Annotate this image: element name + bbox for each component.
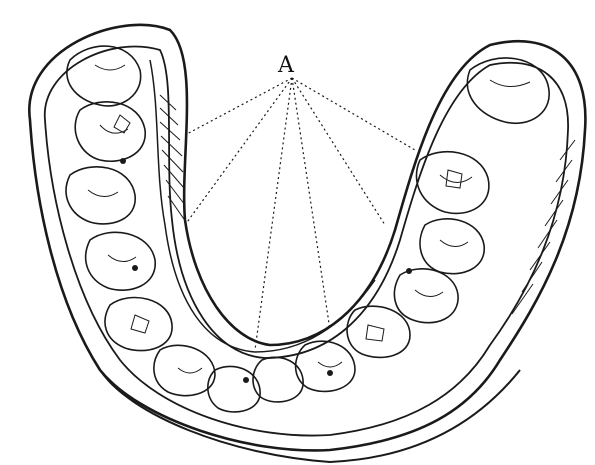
tooth <box>66 167 135 224</box>
label-a: A <box>278 53 294 78</box>
tooth <box>67 46 141 106</box>
tooth <box>154 345 215 395</box>
teeth-left <box>66 46 260 412</box>
leader-line <box>255 78 292 350</box>
leader-lines <box>185 78 415 350</box>
outer-rim <box>29 25 585 451</box>
leader-line <box>292 78 330 330</box>
leader-line <box>292 78 415 150</box>
left-wall-hatching <box>160 95 186 222</box>
leader-line <box>185 78 292 225</box>
teeth-right <box>253 58 549 402</box>
leader-line <box>185 78 292 135</box>
tooth <box>347 306 410 357</box>
tooth <box>416 152 488 214</box>
foramen-dots <box>120 158 412 383</box>
tooth <box>467 58 549 123</box>
tooth <box>75 102 145 161</box>
leader-line <box>292 78 385 225</box>
tooth-details <box>88 65 530 373</box>
tooth <box>105 298 172 351</box>
